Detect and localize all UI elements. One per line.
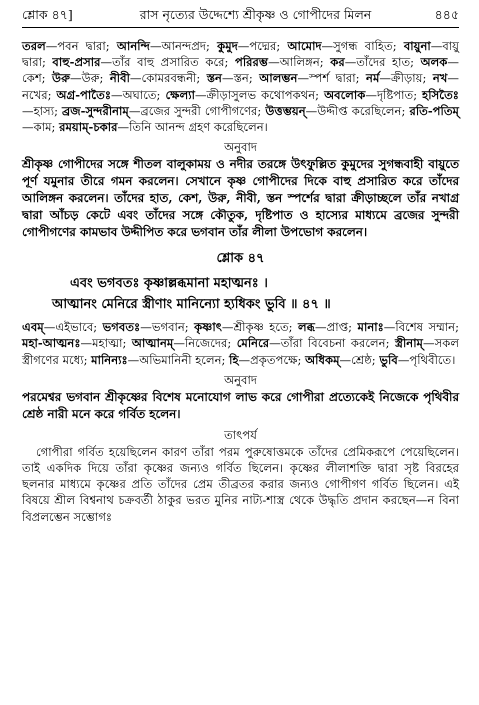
gloss-meaning: —পৃথিবীতে। [397, 352, 456, 367]
gloss-word: স্ত্রীনাম্ [394, 336, 423, 351]
gloss-meaning: —প্রাপ্ত; [315, 320, 358, 335]
gloss-word: বাহু-প্রসার [52, 55, 101, 70]
gloss-word: নর্ম [366, 71, 380, 86]
verse-line-2: আত্মানং মেনিরে স্ত্রীণাং মানিন্যো হ্যধিকং ভুবি ॥ ৪৭ ॥ [52, 297, 331, 313]
gloss-word: নীবী [109, 71, 130, 86]
gloss-meaning: —প্রকৃতপক্ষে; [238, 352, 306, 367]
gloss-meaning: —ব্রজের সুন্দরী গোপীগণের; [128, 103, 266, 118]
gloss-word: আত্মানম্ [131, 336, 174, 351]
gloss-word: কৃষ্ণাৎ [194, 320, 222, 335]
gloss-word: স্তন [206, 71, 222, 86]
gloss-word: মানাঃ [357, 320, 384, 335]
gloss-word: কুমুদ [217, 39, 238, 53]
gloss-meaning: —আলিঙ্গন; [268, 55, 331, 70]
gloss-word: উরু [52, 71, 70, 86]
gloss-meaning: —শ্রীকৃষ্ণ হতে; [221, 320, 299, 335]
gloss-word: ভুবি [379, 352, 398, 367]
gloss-meaning: —ক্রীড়াসুলভ কথোপকথন; [194, 87, 325, 102]
gloss-meaning: —স্তন; [221, 71, 260, 86]
gloss-meaning: —পদ্মের; [237, 39, 288, 53]
purport-heading: তাৎপর্য [224, 427, 257, 442]
word-gloss-verse-47 [22, 319, 459, 368]
gloss-meaning: —আনন্দপ্রদ; [149, 39, 218, 53]
gloss-meaning: —তাঁর বাহু প্রসারিত করে; [100, 55, 235, 70]
header-verse-ref: শ্লোক ৪৭] [22, 7, 73, 22]
translation-heading-47: অনুবাদ [224, 372, 257, 387]
gloss-meaning: —হাস্য; [22, 103, 63, 118]
gloss-word: তরল [22, 39, 46, 53]
gloss-word: ভগবতঃ [102, 320, 141, 335]
header-rule [22, 27, 459, 28]
gloss-meaning: —তাঁদের হাত; [344, 55, 421, 70]
purport-text [22, 444, 459, 525]
gloss-word: অলক [420, 55, 448, 70]
gloss-meaning: —এইভাবে; [43, 320, 103, 335]
gloss-meaning: —বিশেষ সম্মান; [383, 320, 459, 335]
page-header [22, 6, 459, 24]
gloss-meaning: —উরু; [69, 71, 110, 86]
gloss-word: এবম্ [22, 320, 44, 335]
gloss-word: আমোদ [287, 39, 322, 53]
gloss-meaning: —অভিমানিনী হলেন; [127, 352, 230, 367]
gloss-meaning: —স্পর্শ দ্বারা; [297, 71, 367, 86]
purport-body: গোপীরা গর্বিত হয়েছিলেন কারণ তাঁরা পরম পুরুষোত্তমকে তাঁদের প্রেমিকরূপে পেয়েছিলেন। তাই একদিক দিয়ে তাঁরা কৃষ্ণের জন্যও গর্বিত ছিলেন। কৃষ্ণের লীলাশক্তি দ্বারা সৃষ্ট বিরহের ছলনার মাধ্যমে কৃষ্ণের প্রতি তাঁদের প্রেম তীব্রতর করার জন্যও গোপীগণ গর্বিত ছিলেন। এই বিষয়ে শ্রীল বিশ্বনাথ চক্রবর্তী ঠাকুর ভরত মুনির নাট্য-শাস্ত্র থেকে উদ্ধৃতি প্রদান করছেন—ন বিনা বিপ্রলম্ভেন সম্ভোগঃ [22, 444, 459, 524]
gloss-word: হি [229, 352, 239, 367]
gloss-meaning: —পবন দ্বারা; [45, 39, 117, 53]
gloss-word: মানিন্যঃ [91, 352, 128, 367]
gloss-word: আনন্দি [116, 39, 150, 53]
gloss-word: পরিরম্ভ [234, 55, 269, 70]
word-gloss-verse-46 [22, 38, 459, 135]
gloss-word: রময়াম্-চকার [59, 120, 118, 135]
gloss-meaning: —শ্রেষ্ঠ; [339, 352, 380, 367]
gloss-meaning: —নিজেদের; [173, 336, 237, 351]
gloss-meaning: —ক্রীড়ায়; [379, 71, 433, 86]
gloss-meaning: —নখের; [22, 71, 459, 102]
gloss-word: লব্ধ [298, 320, 316, 335]
gloss-meaning: —দৃষ্টিপাত; [365, 87, 423, 102]
gloss-meaning: —সুগন্ধ বাহিত; [321, 39, 404, 53]
gloss-word: অধিকম্ [305, 352, 340, 367]
gloss-word: রতি-পতিম্ [409, 103, 459, 118]
translation-verse-47: পরমেশ্বর ভগবান শ্রীকৃষ্ণের বিশেষ মনোযোগ লাভ করে গোপীরা প্রত্যেকেই নিজেকে পৃথিবীর শ্রেষ্ঠ নারী মনে করে গর্বিত হলেন। [22, 389, 459, 421]
gloss-meaning: —কাম; [22, 120, 60, 135]
running-title: রাস নৃত্যের উদ্দেশ্যে শ্রীকৃষ্ণ ও গোপীদের মিলন [139, 7, 372, 22]
gloss-meaning: —অঘাতে; [111, 87, 166, 102]
gloss-meaning: —কোমরবন্ধনী; [129, 71, 207, 86]
verse-line-1: এবং ভগবতঃ কৃষ্ণাল্লব্ধমানা মহাত্মনঃ । [70, 276, 268, 292]
gloss-meaning: —উদ্দীপ্ত করেছিলেন; [305, 103, 410, 118]
gloss-word: উত্তম্ভয়ন্ [265, 103, 306, 118]
gloss-word: মেনিরে [236, 336, 270, 351]
gloss-word: বায়ুনা [403, 39, 431, 53]
gloss-word: হসিতৈঃ [422, 87, 459, 102]
gloss-meaning: —ভগবান; [140, 320, 195, 335]
gloss-word: ব্রজ-সুন্দরীনাম্ [62, 103, 129, 118]
gloss-word: অগ্র-পাতৈঃ [56, 87, 112, 102]
gloss-meaning: —কেশ; [22, 55, 459, 86]
page-number: ৪৪৫ [434, 7, 459, 22]
gloss-word: নখ [432, 71, 448, 86]
gloss-word: আলম্ভন [259, 71, 298, 86]
translation-verse-46: শ্রীকৃষ্ণ গোপীদের সঙ্গে শীতল বালুকাময় ও নদীর তরঙ্গে উৎফুল্লিত কুমুদের সুগন্ধবাহী বায়ুতে পূর্ণ যমুনার তীরে গমন করলেন। সেখানে কৃষ্ণ গোপীদের দিকে বাহু প্রসারিত করে তাঁদের আলিঙ্গন করলেন। তাঁদের হাত, কেশ, উরু, নীবী, স্তন স্পর্শের দ্বারা ক্রীড়াচ্ছলে তাঁর নখাগ্র দ্বারা আঁচড় কেটে এবং তাঁদের সঙ্গে কৌতুক, দৃষ্টিপাত ও হাস্যের মাধ্যমে ব্রজের সুন্দরী গোপীগণের কামভাব উদ্দীপিত করে ভগবান তাঁর লীলা উপভোগ করলেন। [22, 157, 459, 240]
gloss-word: মহা-আত্মনঃ [22, 336, 81, 351]
translation-heading: অনুবাদ [224, 140, 257, 155]
gloss-word: ক্ষেল্যা [165, 87, 195, 102]
gloss-meaning: —মহাত্মা; [80, 336, 132, 351]
gloss-meaning: —সকল স্ত্রীগণের মধ্যে; [22, 336, 460, 367]
gloss-word: অবলোক [324, 87, 366, 102]
gloss-meaning: —তাঁরা বিবেচনা করলেন; [269, 336, 395, 351]
gloss-meaning: —বায়ু দ্বারা; [22, 39, 459, 70]
gloss-word: কর [330, 55, 345, 70]
verse-title: শ্লোক ৪৭ [216, 251, 265, 267]
gloss-meaning: —তিনি আনন্দ গ্রহণ করেছিলেন। [117, 120, 268, 135]
